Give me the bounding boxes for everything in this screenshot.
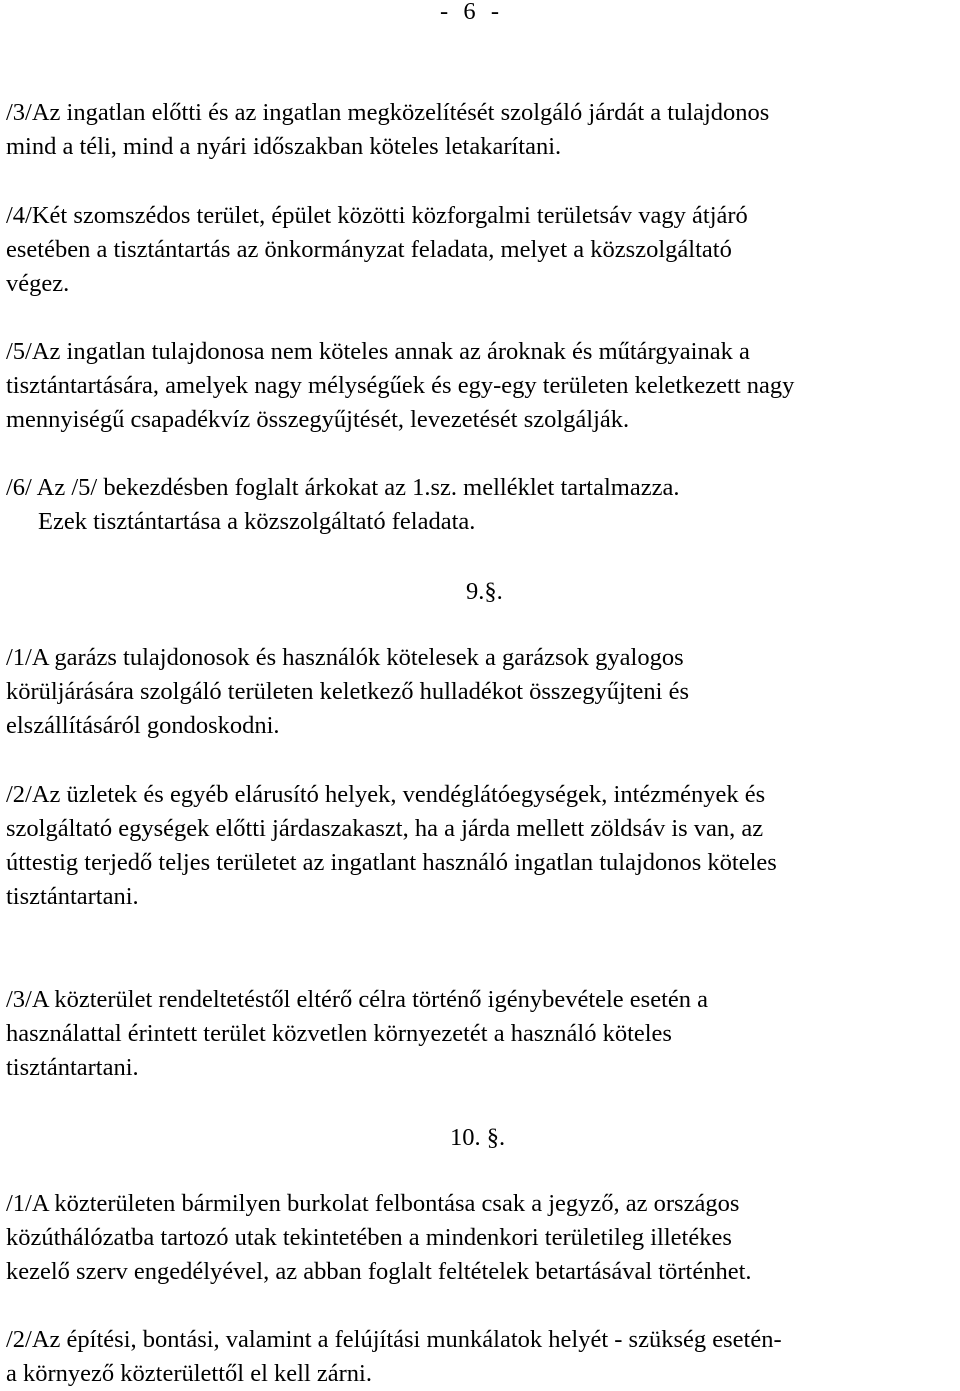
text-line: tisztántartására, amelyek nagy mélységűek és egy-egy területen keletkezett nagy [6, 372, 795, 399]
text-line: használattal érintett terület közvetlen környezetét a használó köteles [6, 1020, 672, 1047]
text-line: /1/A közterületen bármilyen burkolat felbontása csak a jegyző, az országos [6, 1190, 740, 1217]
text-line: kezelő szerv engedélyével, az abban foglalt feltételek betartásával történhet. [6, 1258, 752, 1285]
paragraph-6 [6, 471, 958, 539]
text-line: /2/Az építési, bontási, valamint a felújítási munkálatok helyét - szükség esetén- [6, 1326, 782, 1353]
text-line: a környező közterülettől el kell zárni. [6, 1360, 372, 1387]
text-line: /3/A közterület rendeltetéstől eltérő célra történő igénybevétele esetén a [6, 986, 709, 1013]
text-line: végez. [6, 270, 70, 297]
text-line: körüljárására szolgáló területen keletkező hulladékot összegyűjteni és [6, 678, 690, 705]
page-number: - 6 - [440, 0, 501, 25]
text-line: esetében a tisztántartás az önkormányzat feladata, melyet a közszolgáltató [6, 236, 732, 263]
text-line: /2/Az üzletek és egyéb elárusító helyek, vendéglátóegységek, intézmények és [6, 781, 766, 808]
text-line: /5/Az ingatlan tulajdonosa nem köteles annak az ároknak és műtárgyainak a [6, 338, 750, 365]
text-line: mennyiségű csapadékvíz összegyűjtését, levezetését szolgálják. [6, 406, 630, 433]
paragraph-4 [6, 199, 958, 301]
paragraph-3 [6, 96, 958, 164]
paragraph-5 [6, 335, 958, 437]
section-9-paragraph-2 [6, 778, 958, 914]
section-9-paragraph-1 [6, 641, 958, 743]
text-line: /3/Az ingatlan előtti és az ingatlan megközelítését szolgáló járdát a tulajdonos [6, 99, 770, 126]
section-10-paragraph-1 [6, 1187, 958, 1289]
text-line: /4/Két szomszédos terület, épület közötti közforgalmi területsáv vagy átjáró [6, 202, 748, 229]
text-line: /6/ Az /5/ bekezdésben foglalt árkokat az 1.sz. melléklet tartalmazza. [6, 474, 680, 501]
text-line: közúthálózatba tartozó utak tekintetében a mindenkori területileg illetékes [6, 1224, 732, 1251]
text-line: tisztántartani. [6, 883, 139, 910]
text-line: tisztántartani. [6, 1054, 139, 1081]
text-line: elszállításáról gondoskodni. [6, 712, 280, 739]
text-line: úttestig terjedő teljes területet az ingatlant használó ingatlan tulajdonos köteles [6, 849, 777, 876]
text-line: Ezek tisztántartása a közszolgáltató feladata. [38, 508, 476, 535]
section-9-heading: 9.§. [466, 578, 503, 605]
text-line: szolgáltató egységek előtti járdaszakaszt, ha a járda mellett zöldsáv is van, az [6, 815, 764, 842]
text-line: mind a téli, mind a nyári időszakban köteles letakarítani. [6, 133, 562, 160]
section-10-heading: 10. §. [450, 1124, 506, 1151]
text-line: /1/A garázs tulajdonosok és használók kötelesek a garázsok gyalogos [6, 644, 684, 671]
section-10-paragraph-2 [6, 1323, 958, 1391]
section-9-paragraph-3 [6, 983, 958, 1085]
